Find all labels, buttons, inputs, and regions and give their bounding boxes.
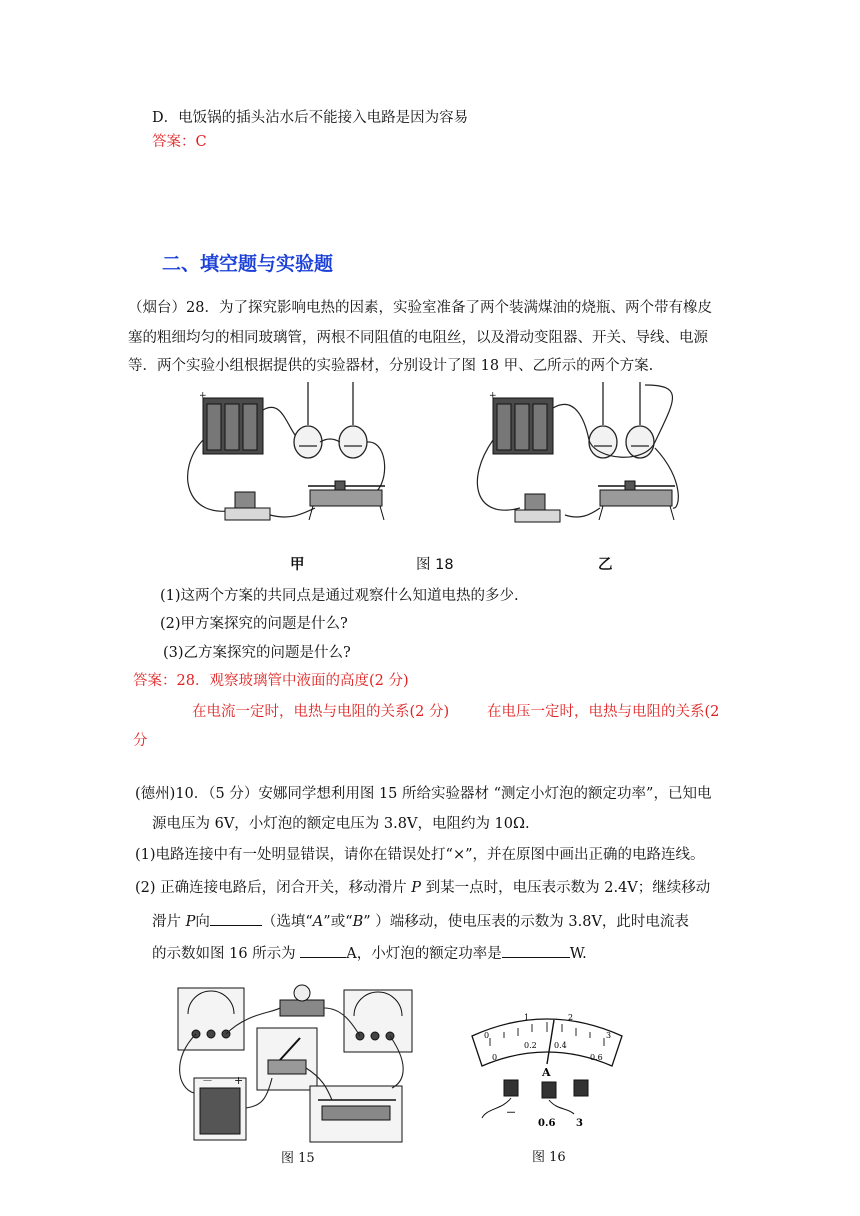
q10-sub-2c: 的示数如图 16 所示为 A，小灯泡的额定功率是 W. (152, 942, 587, 963)
meter-top-scale-1: 1 (524, 1013, 530, 1022)
bulb (280, 985, 324, 1016)
q10-sub-2: (2) 正确连接电路后，闭合开关，移动滑片 P 到某一点时，电压表示数为 2.4V；继续移动 (135, 880, 711, 896)
ammeter-left (178, 988, 244, 1050)
meter-top-scale-2: 2 (568, 1013, 574, 1022)
q28-sub-2: (2)甲方案探究的问题是什么? (160, 616, 348, 632)
answer-blank-current[interactable] (300, 943, 346, 958)
q28-sub-1: (1)这两个方案的共同点是通过观察什么知道电热的多少. (160, 588, 519, 604)
option-d: D．电饭锅的插头沾水后不能接入电路是因为容易 (152, 110, 469, 126)
switch-left (225, 492, 270, 520)
figure-16 (462, 1008, 632, 1133)
meter-top-scale-3: 3 (606, 1031, 612, 1040)
q28-sub-3: (3)乙方案探究的问题是什么? (163, 645, 351, 661)
rheostat-right (598, 481, 675, 520)
terminal-3: 3 (576, 1118, 583, 1129)
battery-right (489, 391, 553, 454)
terminal-0-6: 0.6 (538, 1118, 556, 1129)
fig18-label-center: 图 18 (416, 557, 454, 573)
flask-left-2 (339, 382, 367, 458)
switch-right (515, 494, 560, 522)
figure-18-diagram (175, 380, 695, 555)
meter-bottom-scale-2: 0.4 (554, 1041, 567, 1050)
voltmeter-right (344, 990, 412, 1052)
q28-answer-1: 答案：28．观察玻璃管中液面的高度(2 分) (133, 673, 409, 689)
figure-16-meter (462, 1008, 632, 1133)
meter-bottom-scale-1: 0.2 (524, 1041, 537, 1050)
q28-answer-2b: 在电压一定时，电热与电阻的关系(2 (487, 704, 720, 720)
svg-text:－: － (202, 1074, 213, 1087)
battery (194, 1074, 246, 1140)
q10-line-2: 源电压为 6V，小灯泡的额定电压为 3.8V，电阻约为 10Ω. (152, 816, 530, 832)
fig16-caption: 图 16 (532, 1150, 566, 1165)
meter-bottom-scale-0: 0 (492, 1053, 498, 1062)
answer-blank-direction[interactable] (210, 911, 262, 926)
flask-left-1 (294, 382, 322, 458)
section-heading: 二、填空题与实验题 (162, 253, 334, 275)
svg-text:+: + (234, 1074, 244, 1087)
q10-sub-1: (1)电路连接中有一处明显错误，请你在错误处打“×”，并在原图中画出正确的电路连线。 (135, 847, 705, 863)
flask-right-2 (626, 382, 654, 458)
fig18-label-left: 甲 (290, 557, 305, 573)
figure-18 (175, 380, 695, 555)
switch (257, 1028, 317, 1090)
q10-line-1: (德州)10．（5 分）安娜同学想利用图 15 所给实验器材 “测定小灯泡的额定功率”，已知电 (135, 786, 712, 802)
q28-line-2: 塞的粗细均匀的相同玻璃管，两根不同阻值的电阻丝，以及滑动变阻器、开关、导线、电源 (128, 330, 708, 346)
meter-top-scale-0: 0 (484, 1031, 490, 1040)
svg-text:+: + (199, 391, 207, 401)
q28-line-1: （烟台）28．为了探究影响电热的因素，实验室准备了两个装满煤油的烧瓶、两个带有橡皮 (128, 300, 712, 316)
answer-c: 答案：C (152, 134, 207, 150)
fig15-caption: 图 15 (281, 1151, 315, 1166)
battery-left (199, 391, 263, 454)
rheostat (310, 1086, 402, 1142)
q28-answer-3: 分 (133, 733, 148, 749)
q10-sub-2b: 滑片 P向 （选填“A”或“B” ）端移动，使电压表的示数为 3.8V，此时电流表 (152, 910, 689, 931)
meter-terminals (482, 1080, 588, 1118)
q28-line-3: 等．两个实验小组根据提供的实验器材，分别设计了图 18 甲、乙所示的两个方案. (128, 358, 654, 374)
figure-15-diagram (172, 978, 424, 1148)
answer-blank-power[interactable] (502, 943, 570, 958)
rheostat-left (308, 481, 385, 520)
figure-15 (172, 978, 424, 1148)
meter-bottom-scale-3: 0.6 (590, 1053, 603, 1062)
fig18-label-right: 乙 (598, 557, 613, 573)
q28-answer-2a: 在电流一定时，电热与电阻的关系(2 分) (192, 704, 450, 720)
svg-text:+: + (489, 391, 497, 401)
meter-unit: A (542, 1066, 551, 1079)
terminal-negative: － (506, 1108, 516, 1119)
